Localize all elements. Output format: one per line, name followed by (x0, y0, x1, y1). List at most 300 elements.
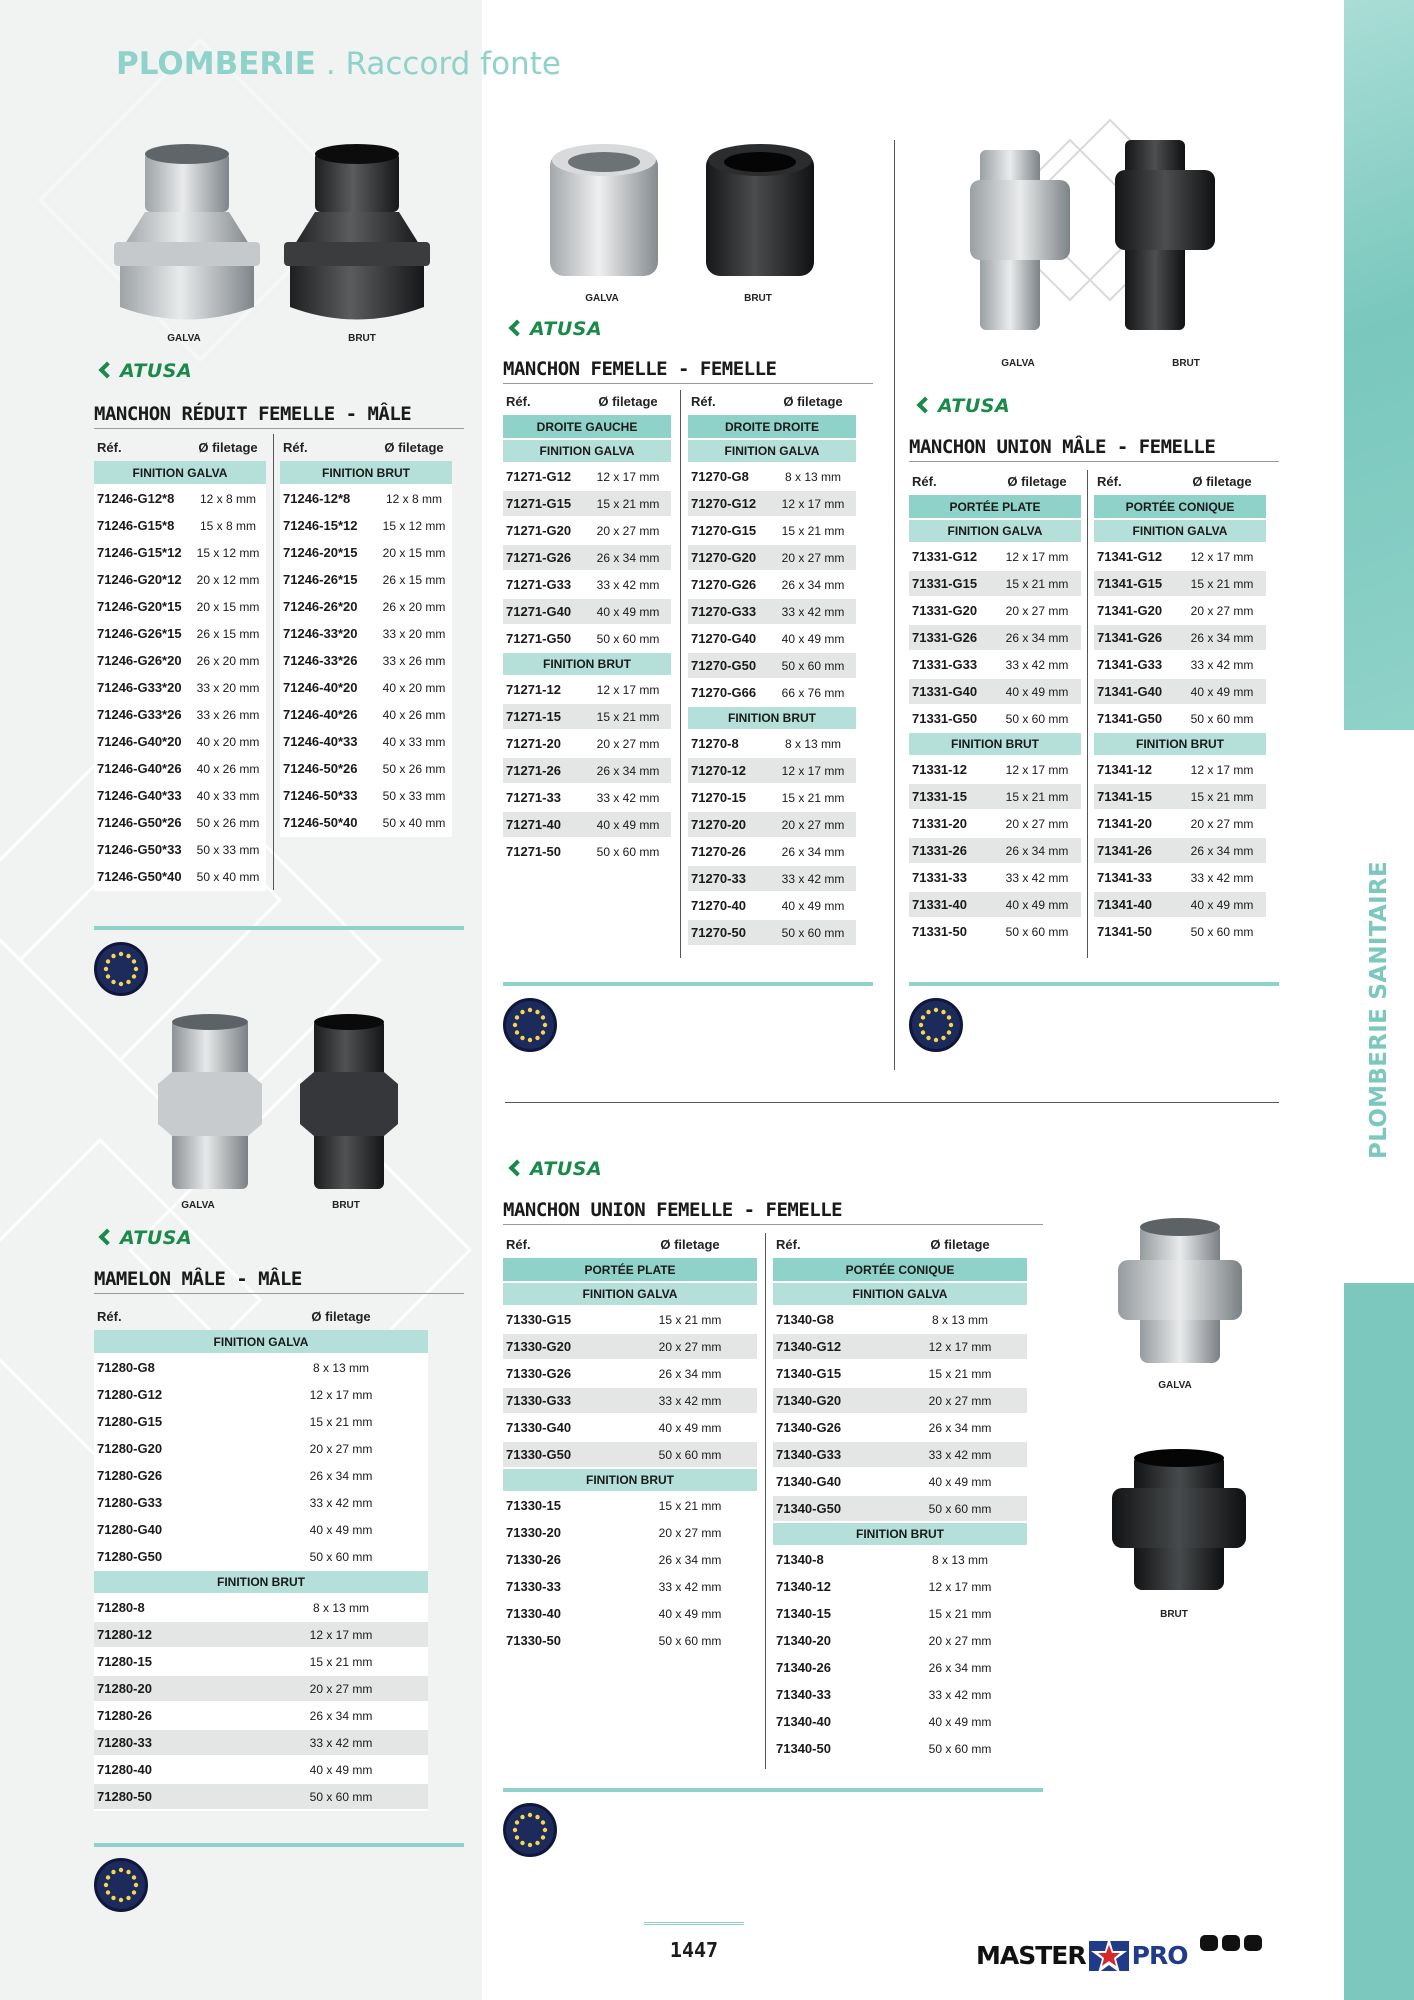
eu-star (541, 1820, 545, 1824)
eu-star (104, 1883, 108, 1887)
eu-star (528, 1008, 532, 1012)
thread-size-cell: 26 x 34 mm (623, 1546, 757, 1573)
table-row (280, 620, 452, 647)
thread-size-cell: 20 x 27 mm (993, 810, 1081, 837)
table-row (94, 1354, 428, 1381)
reference-cell: 71246-G40*20 (94, 728, 190, 755)
reference-cell: 71280-G12 (94, 1381, 254, 1408)
reference-cell: 71330-G26 (503, 1360, 623, 1387)
thread-size-cell: 20 x 12 mm (190, 566, 266, 593)
thread-size-cell: 33 x 42 mm (585, 571, 671, 598)
reference-cell: 71280-G15 (94, 1408, 254, 1435)
table-row (94, 809, 266, 836)
section-header-label: FINITION GALVA (773, 1282, 1027, 1306)
thread-size-cell: 20 x 27 mm (770, 811, 856, 838)
thread-size-cell: 8 x 13 mm (893, 1306, 1027, 1333)
table-section-header (1094, 732, 1266, 756)
atusa-chevron-icon (96, 1228, 116, 1248)
section-header-label: PORTÉE PLATE (503, 1258, 757, 1282)
thread-size-cell: 33 x 42 mm (1178, 864, 1266, 891)
reference-cell: 71271-15 (503, 703, 585, 730)
thread-size-cell: 50 x 60 mm (585, 625, 671, 652)
reference-cell: 71331-G26 (909, 624, 993, 651)
table-row (909, 810, 1081, 837)
thread-size-cell: 50 x 60 mm (893, 1495, 1027, 1522)
table-row (280, 674, 452, 701)
eu-star (132, 1890, 136, 1894)
product-photo-mamelon-galva (150, 1014, 270, 1194)
reference-cell: 71280-G33 (94, 1489, 254, 1516)
reference-cell: 71341-G33 (1094, 651, 1178, 678)
section-separator-line (505, 1102, 1279, 1103)
thread-size-cell: 15 x 21 mm (770, 517, 856, 544)
section-header-label: FINITION GALVA (503, 439, 671, 463)
table-row (94, 1675, 428, 1702)
table-row (94, 485, 266, 512)
thread-size-cell: 15 x 8 mm (190, 512, 266, 539)
reference-cell: 71331-G15 (909, 570, 993, 597)
table-row (503, 1492, 757, 1519)
table-row (909, 570, 1081, 597)
atusa-logo (506, 316, 602, 342)
table-row (503, 1441, 757, 1468)
eu-star (535, 1815, 539, 1819)
eu-star (111, 980, 115, 984)
section-title-femelle: MANCHON FEMELLE - FEMELLE (503, 358, 873, 384)
col-header-dim: Ø filetage (1192, 474, 1252, 489)
eu-star (926, 1010, 930, 1014)
reference-cell: 71331-G12 (909, 543, 993, 570)
photo-label-brut: BRUT (1172, 358, 1200, 369)
table-row (503, 463, 671, 490)
thread-size-cell: 8 x 13 mm (770, 730, 856, 757)
eu-star (111, 954, 115, 958)
table-row (773, 1441, 1027, 1468)
table-row (1094, 783, 1266, 810)
thread-size-cell: 66 x 76 mm (770, 679, 856, 706)
table-row (94, 1648, 428, 1675)
thread-size-cell: 15 x 21 mm (623, 1492, 757, 1519)
reference-cell: 71246-G20*12 (94, 566, 190, 593)
table-section-header (94, 461, 266, 485)
table-section-header (688, 439, 856, 463)
thread-size-cell: 20 x 27 mm (993, 597, 1081, 624)
eu-star (921, 1015, 925, 1019)
table-row (94, 593, 266, 620)
section-header-label: PORTÉE PLATE (909, 495, 1081, 519)
table-row (94, 1462, 428, 1489)
table-row (503, 1573, 757, 1600)
table-row (773, 1306, 1027, 1333)
eu-star (106, 959, 110, 963)
reference-cell: 71331-33 (909, 864, 993, 891)
table-row (280, 485, 452, 512)
thread-size-cell: 50 x 60 mm (993, 705, 1081, 732)
thread-size-cell: 50 x 33 mm (376, 782, 452, 809)
eu-star (947, 1030, 951, 1034)
reference-cell: 71341-G15 (1094, 570, 1178, 597)
col-header-ref: Réf. (691, 394, 716, 409)
reference-cell: 71340-12 (773, 1573, 893, 1600)
table-section-header (280, 461, 452, 485)
thread-size-cell: 33 x 20 mm (376, 620, 452, 647)
eu-star (541, 1030, 545, 1034)
thread-size-cell: 40 x 49 mm (254, 1516, 428, 1543)
pill-icon (1222, 1935, 1240, 1951)
table-section-header (909, 519, 1081, 543)
col-header-dim: Ø filetage (198, 440, 258, 455)
eu-star (132, 1875, 136, 1879)
thread-size-cell: 33 x 42 mm (254, 1729, 428, 1756)
table-row (1094, 705, 1266, 732)
thread-size-cell: 12 x 17 mm (893, 1573, 1027, 1600)
table-row (94, 755, 266, 782)
table-row (503, 784, 671, 811)
table-row (94, 863, 266, 890)
eu-star (520, 1841, 524, 1845)
thread-size-cell: 50 x 60 mm (1178, 705, 1266, 732)
table-row (503, 757, 671, 784)
reference-cell: 71271-26 (503, 757, 585, 784)
reference-cell: 71340-G15 (773, 1360, 893, 1387)
section-header-label: FINITION BRUT (503, 1468, 757, 1492)
reference-cell: 71271-12 (503, 676, 585, 703)
reference-cell: 71246-33*20 (280, 620, 376, 647)
table-row (94, 647, 266, 674)
table-row (1094, 837, 1266, 864)
section-header-label: FINITION GALVA (688, 439, 856, 463)
table-row (773, 1735, 1027, 1762)
table-row (773, 1546, 1027, 1573)
table-row (503, 1519, 757, 1546)
reference-cell: 71246-40*26 (280, 701, 376, 728)
eu-star (106, 974, 110, 978)
reference-cell: 71331-40 (909, 891, 993, 918)
reference-cell: 71246-G33*26 (94, 701, 190, 728)
thread-size-cell: 50 x 40 mm (190, 863, 266, 890)
reference-cell: 71280-26 (94, 1702, 254, 1729)
thread-size-cell: 40 x 20 mm (376, 674, 452, 701)
reference-cell: 71331-20 (909, 810, 993, 837)
table-section-header (773, 1522, 1027, 1546)
eu-star (921, 1030, 925, 1034)
table-section-header (1094, 495, 1266, 519)
thread-size-cell: 40 x 26 mm (190, 755, 266, 782)
pill-icon (1200, 1935, 1218, 1951)
eu-star (941, 1010, 945, 1014)
thread-size-cell: 33 x 42 mm (770, 865, 856, 892)
eu-star (535, 1841, 539, 1845)
thread-size-cell: 50 x 26 mm (376, 755, 452, 782)
thread-size-cell: 20 x 27 mm (770, 544, 856, 571)
reference-cell: 71330-G20 (503, 1333, 623, 1360)
reference-cell: 71331-12 (909, 756, 993, 783)
atusa-chevron-icon (96, 361, 116, 381)
thread-size-cell: 20 x 15 mm (190, 593, 266, 620)
reference-cell: 71246-26*15 (280, 566, 376, 593)
reference-cell: 71341-40 (1094, 891, 1178, 918)
thread-size-cell: 15 x 12 mm (190, 539, 266, 566)
thread-size-cell: 15 x 21 mm (893, 1360, 1027, 1387)
eu-star (106, 1875, 110, 1879)
table-row (688, 784, 856, 811)
thread-size-cell: 26 x 15 mm (376, 566, 452, 593)
table-row (94, 674, 266, 701)
table-row (94, 566, 266, 593)
table-union-mf-portee-conique (1094, 468, 1266, 946)
thread-size-cell: 20 x 27 mm (585, 730, 671, 757)
reference-cell: 71340-20 (773, 1627, 893, 1654)
section-header-label: FINITION BRUT (280, 461, 452, 485)
table-row (94, 1594, 428, 1621)
table-section-header (773, 1258, 1027, 1282)
reference-cell: 71246-G50*33 (94, 836, 190, 863)
table-row (909, 543, 1081, 570)
thread-size-cell: 50 x 40 mm (376, 809, 452, 836)
reference-cell: 71246-33*26 (280, 647, 376, 674)
table-row (503, 1387, 757, 1414)
table-row (94, 782, 266, 809)
thread-size-cell: 12 x 17 mm (993, 756, 1081, 783)
eu-star (134, 967, 138, 971)
eu-star (134, 1883, 138, 1887)
thread-size-cell: 12 x 17 mm (254, 1381, 428, 1408)
col-header-ref: Réf. (97, 1309, 122, 1324)
column-divider (894, 140, 895, 1070)
reference-cell: 71246-G26*15 (94, 620, 190, 647)
thread-size-cell: 50 x 26 mm (190, 809, 266, 836)
thread-size-cell: 20 x 27 mm (893, 1387, 1027, 1414)
table-row (688, 892, 856, 919)
reference-cell: 71246-G50*26 (94, 809, 190, 836)
reference-cell: 71330-33 (503, 1573, 623, 1600)
reference-cell: 71341-26 (1094, 837, 1178, 864)
reference-cell: 71280-G26 (94, 1462, 254, 1489)
table-union-ff-portee-plate (503, 1231, 757, 1655)
thread-size-cell: 15 x 21 mm (893, 1600, 1027, 1627)
reference-cell: 71270-G8 (688, 463, 770, 490)
section-header-label: FINITION GALVA (909, 519, 1081, 543)
thread-size-cell: 33 x 42 mm (585, 784, 671, 811)
reference-cell: 71270-G15 (688, 517, 770, 544)
eu-stars-icon (94, 942, 148, 996)
reference-cell: 71271-G26 (503, 544, 585, 571)
table-section-header (503, 439, 671, 463)
table-row (1094, 624, 1266, 651)
thread-size-cell: 50 x 60 mm (623, 1441, 757, 1468)
thread-size-cell: 40 x 49 mm (770, 625, 856, 652)
reference-cell: 71340-50 (773, 1735, 893, 1762)
reference-cell: 71331-50 (909, 918, 993, 945)
thread-size-cell: 26 x 34 mm (893, 1654, 1027, 1681)
thread-size-cell: 26 x 34 mm (993, 837, 1081, 864)
product-photo-mamelon-brut (294, 1014, 404, 1194)
reference-cell: 71340-8 (773, 1546, 893, 1573)
thread-size-cell: 40 x 49 mm (623, 1414, 757, 1441)
thread-size-cell: 20 x 27 mm (585, 517, 671, 544)
photo-label-galva: GALVA (1158, 1380, 1192, 1391)
reference-cell: 71330-G15 (503, 1306, 623, 1333)
table-row (503, 490, 671, 517)
eu-star (513, 1023, 517, 1027)
eu-star (119, 982, 123, 986)
table-row (773, 1681, 1027, 1708)
section-title-mamelon: MAMELON MÂLE - MÂLE (94, 1268, 464, 1294)
table-row (280, 566, 452, 593)
reference-cell: 71330-G40 (503, 1414, 623, 1441)
thread-size-cell: 50 x 33 mm (190, 836, 266, 863)
reference-cell: 71330-G50 (503, 1441, 623, 1468)
table-row (503, 598, 671, 625)
thread-size-cell: 15 x 21 mm (585, 490, 671, 517)
eu-star (541, 1015, 545, 1019)
thread-size-cell: 33 x 42 mm (993, 651, 1081, 678)
column-divider (680, 390, 681, 958)
brand-pill-icons (1200, 1935, 1262, 1951)
reference-cell: 71340-G12 (773, 1333, 893, 1360)
table-row (280, 782, 452, 809)
table-row (909, 837, 1081, 864)
table-row (773, 1360, 1027, 1387)
thread-size-cell: 8 x 13 mm (254, 1354, 428, 1381)
atusa-logo-text: ATUSA (120, 1227, 193, 1249)
reference-cell: 71271-50 (503, 838, 585, 865)
eu-star (126, 980, 130, 984)
reference-cell: 71330-15 (503, 1492, 623, 1519)
table-section-header (909, 495, 1081, 519)
thread-size-cell: 26 x 34 mm (993, 624, 1081, 651)
section-header-label: FINITION BRUT (503, 652, 671, 676)
thread-size-cell: 33 x 42 mm (254, 1489, 428, 1516)
table-row (94, 728, 266, 755)
reference-cell: 71331-G20 (909, 597, 993, 624)
thread-size-cell: 40 x 26 mm (376, 701, 452, 728)
table-section-header (1094, 519, 1266, 543)
eu-star (528, 1038, 532, 1042)
reference-cell: 71331-G50 (909, 705, 993, 732)
thread-size-cell: 12 x 17 mm (1178, 756, 1266, 783)
reference-cell: 71246-40*33 (280, 728, 376, 755)
reference-cell: 71246-G12*8 (94, 485, 190, 512)
table-row (280, 647, 452, 674)
table-row (1094, 891, 1266, 918)
thread-size-cell: 40 x 49 mm (993, 891, 1081, 918)
product-photo-union-ff-brut (1104, 1448, 1254, 1598)
reference-cell: 71330-40 (503, 1600, 623, 1627)
thread-size-cell: 40 x 33 mm (376, 728, 452, 755)
eu-star (543, 1828, 547, 1832)
col-header-ref: Réf. (506, 394, 531, 409)
thread-size-cell: 15 x 12 mm (376, 512, 452, 539)
table-row (503, 811, 671, 838)
reference-cell: 71246-12*8 (280, 485, 376, 512)
masterpro-logo (976, 1935, 1187, 1975)
reference-cell: 71271-G12 (503, 463, 585, 490)
thread-size-cell: 15 x 21 mm (585, 703, 671, 730)
table-row (773, 1600, 1027, 1627)
table-row (773, 1573, 1027, 1600)
thread-size-cell: 26 x 34 mm (585, 544, 671, 571)
eu-star (132, 959, 136, 963)
reference-cell: 71330-50 (503, 1627, 623, 1654)
section-header-label: PORTÉE CONIQUE (773, 1258, 1027, 1282)
table-row (688, 652, 856, 679)
reference-cell: 71246-G40*26 (94, 755, 190, 782)
thread-size-cell: 26 x 34 mm (770, 571, 856, 598)
thread-size-cell: 26 x 34 mm (1178, 624, 1266, 651)
table-row (94, 620, 266, 647)
reference-cell: 71270-20 (688, 811, 770, 838)
table-row (280, 728, 452, 755)
page-title-subcategory: . Raccord fonte (315, 46, 561, 82)
reference-cell: 71246-50*40 (280, 809, 376, 836)
table-row (688, 838, 856, 865)
thread-size-cell: 26 x 34 mm (770, 838, 856, 865)
reference-cell: 71280-50 (94, 1783, 254, 1810)
table-row (909, 624, 1081, 651)
col-header-dim: Ø filetage (1007, 474, 1067, 489)
thread-size-cell: 33 x 42 mm (1178, 651, 1266, 678)
thread-size-cell: 33 x 42 mm (623, 1573, 757, 1600)
col-header-ref: Réf. (1097, 474, 1122, 489)
col-header-ref: Réf. (776, 1237, 801, 1252)
table-row (909, 864, 1081, 891)
thread-size-cell: 15 x 21 mm (254, 1408, 428, 1435)
eu-star (515, 1820, 519, 1824)
eu-star (535, 1036, 539, 1040)
atusa-logo (96, 358, 192, 384)
table-row (503, 838, 671, 865)
thread-size-cell: 33 x 26 mm (376, 647, 452, 674)
table-row (909, 783, 1081, 810)
reference-cell: 71330-20 (503, 1519, 623, 1546)
eu-star (119, 952, 123, 956)
thread-size-cell: 50 x 60 mm (770, 652, 856, 679)
thread-size-cell: 15 x 21 mm (623, 1306, 757, 1333)
col-header-ref: Réf. (283, 440, 308, 455)
thread-size-cell: 50 x 60 mm (1178, 918, 1266, 945)
thread-size-cell: 50 x 60 mm (770, 919, 856, 946)
thread-size-cell: 20 x 27 mm (254, 1435, 428, 1462)
thread-size-cell: 15 x 21 mm (1178, 783, 1266, 810)
reference-cell: 71280-12 (94, 1621, 254, 1648)
pill-icon (1244, 1935, 1262, 1951)
reference-cell: 71341-15 (1094, 783, 1178, 810)
eu-star (515, 1835, 519, 1839)
eu-star (528, 1843, 532, 1847)
thread-size-cell: 26 x 20 mm (376, 593, 452, 620)
product-photo-union-mf-pair (960, 110, 1240, 350)
thread-size-cell: 12 x 17 mm (770, 490, 856, 517)
table-union-mf-portee-plate (909, 468, 1081, 946)
thread-size-cell: 15 x 21 mm (770, 784, 856, 811)
table-row (503, 1306, 757, 1333)
eu-star (515, 1015, 519, 1019)
section-header-label: PORTÉE CONIQUE (1094, 495, 1266, 519)
section-header-label: DROITE DROITE (688, 415, 856, 439)
table-row (94, 1435, 428, 1462)
eu-star (947, 1015, 951, 1019)
table-row (909, 918, 1081, 945)
atusa-chevron-icon (914, 396, 934, 416)
table-reduit-brut (280, 434, 452, 837)
eu-star (934, 1008, 938, 1012)
reference-cell: 71280-G40 (94, 1516, 254, 1543)
product-photo-reduit-brut (282, 142, 432, 327)
col-header-dim: Ø filetage (598, 394, 658, 409)
eu-star (119, 1868, 123, 1872)
eu-star (541, 1835, 545, 1839)
